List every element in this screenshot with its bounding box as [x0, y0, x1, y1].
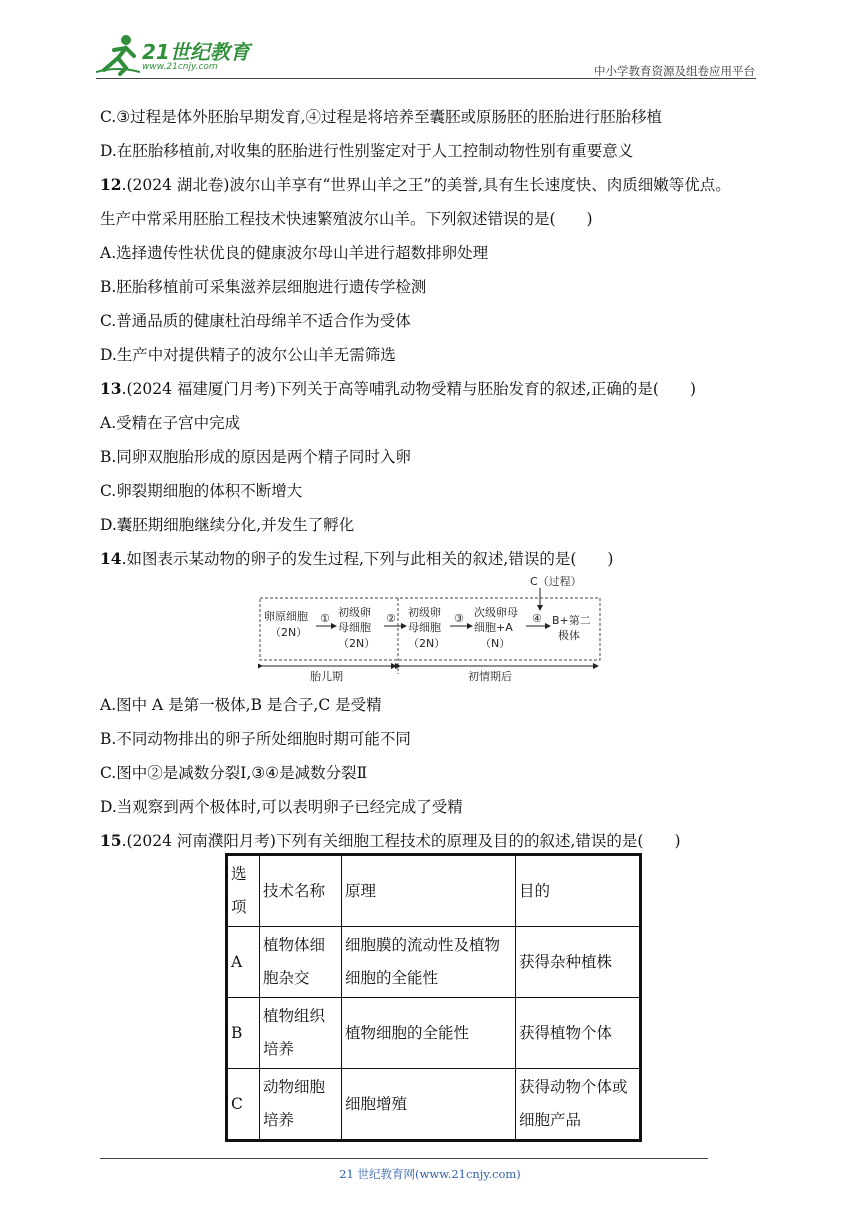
footer-link[interactable]: 21 世纪教育网(www.21cnjy.com) — [339, 1167, 521, 1181]
c-process-label: C（过程） — [530, 575, 582, 588]
box3-line2: 母细胞 — [408, 621, 441, 634]
q15-text: .(2024 河南濮阳月考)下列有关细胞工程技术的原理及目的的叙述,错误的是( ) — [121, 832, 681, 850]
table-cell: 植物体细胞杂交 — [260, 927, 342, 998]
table-cell: 植物组织培养 — [260, 998, 342, 1069]
box4-line2: 细胞+A — [474, 621, 513, 634]
box2-line2: 母细胞 — [338, 621, 371, 634]
table-header-row — [227, 855, 641, 927]
q13-option-d: D.囊胚期细胞继续分化,并发生了孵化 — [100, 516, 355, 534]
table-cell: A — [227, 927, 260, 998]
q13-number: 13 — [100, 379, 122, 398]
q15-number: 15 — [100, 831, 122, 850]
box1-line2: （2N） — [270, 626, 308, 639]
q14-text: .如图表示某动物的卵子的发生过程,下列与此相关的叙述,错误的是( ) — [121, 550, 614, 568]
box4-line3: （N） — [480, 637, 511, 650]
runner-icon — [96, 32, 142, 76]
q14-option-d: D.当观察到两个极体时,可以表明卵子已经完成了受精 — [100, 798, 463, 816]
q12-stem — [100, 173, 731, 195]
table-cell: 植物细胞的全能性 — [342, 998, 516, 1069]
logo-url-text: www.21cnjy.com — [142, 62, 218, 72]
table-row — [227, 927, 641, 998]
fetal-period-label: 胎儿期 — [310, 670, 343, 683]
q12-option-b: B.胚胎移植前可采集滋养层细胞进行遗传学检测 — [100, 278, 427, 296]
step-4-label: ④ — [532, 612, 542, 625]
box3-line1: 初级卵 — [408, 606, 441, 619]
q12-option-a: A.选择遗传性状优良的健康波尔母山羊进行超数排卵处理 — [100, 244, 489, 262]
table-cell: C — [227, 1069, 260, 1141]
table-header-cell: 目的 — [516, 855, 641, 927]
q14-option-b: B.不同动物排出的卵子所处细胞时期可能不同 — [100, 730, 411, 748]
logo-main-text: 21世纪教育 — [142, 40, 250, 64]
box1-line1: 卵原细胞 — [264, 610, 308, 623]
q12-text: .(2024 湖北卷)波尔山羊享有“世界山羊之王”的美誉,具有生长速度快、肉质细嫩等优点。 — [121, 176, 731, 194]
table-header-cell: 选项 — [227, 855, 260, 927]
step-2-label: ② — [386, 612, 396, 625]
q13-option-c: C.卵裂期细胞的体积不断增大 — [100, 482, 303, 500]
puberty-period-label: 初情期后 — [468, 670, 512, 683]
table-cell: 获得动物个体或细胞产品 — [516, 1069, 641, 1141]
q14-number: 14 — [100, 549, 122, 568]
table-header-cell: 技术名称 — [260, 855, 342, 927]
header-divider — [96, 78, 756, 79]
q11-option-c: C.③过程是体外胚胎早期发育,④过程是将培养至囊胚或原肠胚的胚胎进行胚胎移植 — [100, 108, 663, 126]
oogenesis-diagram — [258, 574, 603, 684]
q13-option-b: B.同卵双胞胎形成的原因是两个精子同时入卵 — [100, 448, 411, 466]
table-cell: 细胞增殖 — [342, 1069, 516, 1141]
site-logo[interactable] — [96, 32, 266, 78]
box4-line1: 次级卵母 — [474, 606, 518, 619]
step-1-label: ① — [320, 612, 330, 625]
page-header — [0, 0, 860, 82]
q13-stem — [100, 377, 696, 399]
q12-option-d: D.生产中对提供精子的波尔公山羊无需筛选 — [100, 346, 396, 364]
header-platform-text: 中小学教育资源及组卷应用平台 — [594, 64, 755, 78]
table-row — [227, 998, 641, 1069]
q14-option-c: C.图中②是减数分裂Ⅰ,③④是减数分裂Ⅱ — [100, 764, 368, 782]
box5-line1: B+第二 — [552, 614, 591, 627]
box3-line3: （2N） — [408, 637, 446, 650]
q13-text: .(2024 福建厦门月考)下列关于高等哺乳动物受精与胚胎发育的叙述,正确的是( ) — [121, 380, 696, 398]
q14-stem — [100, 547, 613, 569]
q12-stem-2: 生产中常采用胚胎工程技术快速繁殖波尔山羊。下列叙述错误的是( ) — [100, 210, 593, 228]
footer-divider — [100, 1158, 708, 1159]
q12-option-c: C.普通品质的健康杜泊母绵羊不适合作为受体 — [100, 312, 411, 330]
q15-options-table — [225, 853, 642, 1142]
table-row — [227, 1069, 641, 1141]
q15-stem — [100, 829, 681, 851]
table-cell: 动物细胞培养 — [260, 1069, 342, 1141]
q13-option-a: A.受精在子宫中完成 — [100, 414, 241, 432]
step-3-label: ③ — [454, 612, 464, 625]
q12-number: 12 — [100, 175, 122, 194]
box5-line2: 极体 — [558, 629, 580, 642]
q14-option-a: A.图中 A 是第一极体,B 是合子,C 是受精 — [100, 696, 382, 714]
box2-line1: 初级卵 — [338, 606, 371, 619]
box2-line3: （2N） — [338, 637, 376, 650]
table-cell: 细胞膜的流动性及植物细胞的全能性 — [342, 927, 516, 998]
q11-option-d: D.在胚胎移植前,对收集的胚胎进行性别鉴定对于人工控制动物性别有重要意义 — [100, 142, 634, 160]
table-header-cell: 原理 — [342, 855, 516, 927]
table-cell: B — [227, 998, 260, 1069]
table-cell: 获得植物个体 — [516, 998, 641, 1069]
table-cell: 获得杂种植株 — [516, 927, 641, 998]
